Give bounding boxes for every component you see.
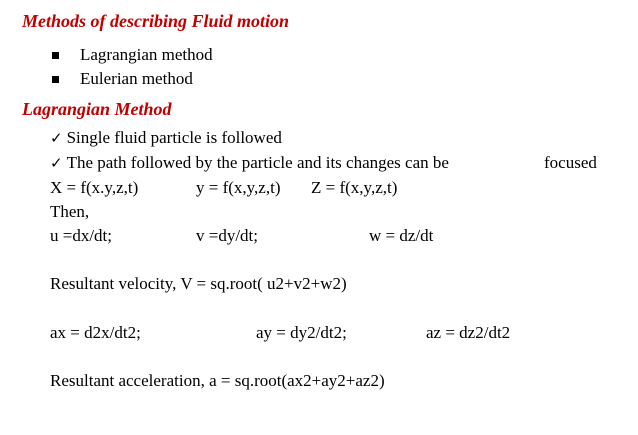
square-bullet-icon xyxy=(52,52,59,59)
section-title-lagrangian: Lagrangian Method xyxy=(22,99,172,119)
checkmark-icon: ✓ xyxy=(50,129,63,147)
equation-w: w = dz/dt xyxy=(369,226,434,245)
square-bullet-icon xyxy=(52,76,59,83)
check-item-1 xyxy=(50,127,282,149)
equation-X: X = f(x.y,z,t) xyxy=(50,178,139,197)
check-item-2 xyxy=(50,152,449,174)
check-item-2-tail: focused xyxy=(544,153,597,172)
resultant-acceleration: Resultant acceleration, a = sq.root(ax2+ay2+az2) xyxy=(50,371,385,390)
equation-ay: ay = dy2/dt2; xyxy=(256,323,347,342)
bullet-item-lagrangian: Lagrangian method xyxy=(80,45,213,64)
bullet-item-eulerian: Eulerian method xyxy=(80,69,193,88)
equation-v: v =dy/dt; xyxy=(196,226,259,245)
check-item-text: The path followed by the particle and its changes can be xyxy=(66,153,449,172)
equation-u: u =dx/dt; xyxy=(50,226,113,245)
equation-az: az = dz2/dt2 xyxy=(426,323,511,342)
equation-y: y = f(x,y,z,t) xyxy=(196,178,281,197)
checkmark-icon: ✓ xyxy=(50,154,63,172)
then-label: Then, xyxy=(50,202,90,221)
section-title-methods: Methods of describing Fluid motion xyxy=(22,11,290,31)
resultant-velocity: Resultant velocity, V = sq.root( u2+v2+w2) xyxy=(50,274,347,293)
equation-Z: Z = f(x,y,z,t) xyxy=(311,178,398,197)
check-item-text: Single fluid particle is followed xyxy=(66,128,282,147)
equation-ax: ax = d2x/dt2; xyxy=(50,323,141,342)
